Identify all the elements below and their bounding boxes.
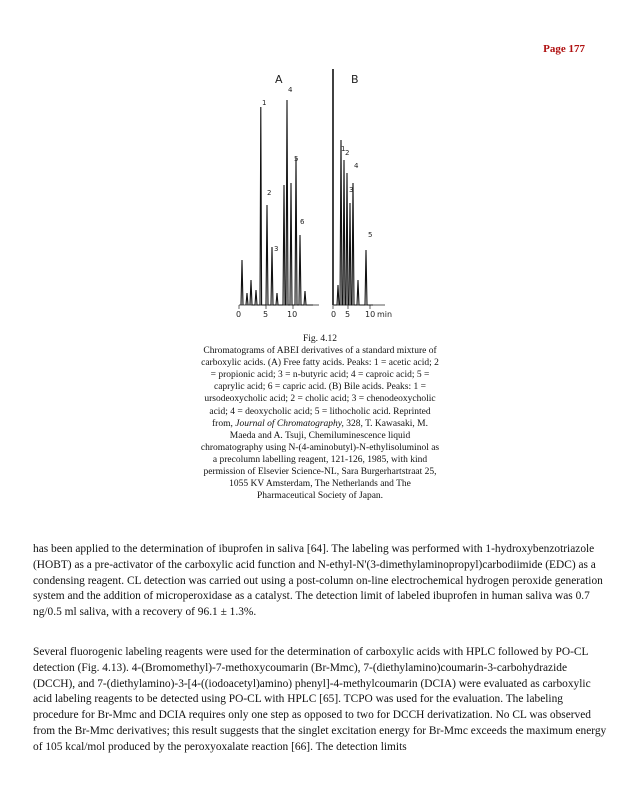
panel-a-tick-label-5: 5 bbox=[263, 310, 269, 319]
panel-a-label: A bbox=[275, 73, 283, 86]
body-paragraph-1: has been applied to the determination of ibuprofen in saliva [64]. The labeling was performed with 1-hydroxybenzotriazole (HOBT) as a pre-activator of the carboxylic acid function and N-ethyl-N'(3-dimethylaminopropyl)carbodiimide (EDC) as a condensing reagent. CL detection was carried out using a post-column on-line electrochemical hydrogen peroxide generation system and the addition of microperoxidase as a catalyst. The detection limit of labeled ibuprofen in human saliva was 0.7 ng/0.5 ml saliva, with a recovery of 96.1 ± 1.3%. bbox=[33, 543, 603, 619]
panel-b-peak-5: 5 bbox=[368, 231, 373, 239]
panel-b-peak-1: 1 bbox=[341, 145, 346, 153]
panel-b-tick-label-0: 0 bbox=[331, 310, 337, 319]
body-paragraph-2: Several fluorogenic labeling reagents were used for the determination of carboxylic acids with HPLC followed by PO-CL detection (Fig. 4.13). 4-(Bromomethyl)-7-methoxycoumarin (Br-Mmc), 7-(diethylamino)coumarin-3-carbohydrazide (DCCH), and 7-(diethylamino)-3-[4-((iodoacetyl)amino) phenyl]-4-methylcoumarin (DCIA) were evaluated as carboxylic acid labeling reagents to be detected using PO-CL with HPLC [65]. TCPO was used for the evaluation. The labeling procedure for Br-Mmc and DCIA requires only one step as opposed to two for DCCH derivatization. No CL was observed from the Br-Mmc derivatives; this result suggests that the singlet excitation energy for Br-Mmc exceeds the maximum energy of 105 kcal/mol produced by the peroxyoxalate reaction [66]. The detection limits bbox=[33, 646, 607, 753]
panel-b-peak-2: 2 bbox=[345, 149, 350, 157]
panel-b-axis-unit: min bbox=[377, 310, 393, 319]
panel-a-tick-label-0: 0 bbox=[236, 310, 242, 319]
panel-b-tick-label-5: 5 bbox=[345, 310, 351, 319]
chromatogram-svg bbox=[233, 65, 393, 327]
page-number: Page 177 bbox=[543, 43, 585, 55]
panel-a-trace bbox=[241, 100, 313, 305]
panel-a-peak-6: 6 bbox=[300, 218, 305, 226]
panel-b-label: B bbox=[351, 73, 359, 86]
caption-journal: Journal of Chromatography, bbox=[235, 418, 344, 429]
figure-caption-text bbox=[200, 345, 440, 502]
caption-body: Chromatograms of ABEI derivatives of a standard mixture of carboxylic acids. (A) Free fatty acids. Peaks: 1 = acetic acid; 2 = propionic acid; 3 = n-butyric acid; 4 = caproic acid; 5 = caprylic acid; 6 = capric acid. (B) Bile acids. Peaks: 1 = ursodeoxycholic acid; 2 = cholic acid; 3 = chenodeoxycholic acid; 4 = deoxycholic acid; 5 = lithocholic acid. Reprinted from, bbox=[201, 346, 439, 429]
figure-number: Fig. 4.12 bbox=[302, 334, 338, 344]
chromatogram-figure bbox=[233, 65, 393, 327]
panel-a-peak-3: 3 bbox=[274, 245, 279, 253]
caption-citation: 328, T. Kawasaki, M. Maeda and A. Tsuji, Chemiluminescence liquid chromatography using N-(4-aminobutyl)-N-ethylisoluminol as a precolumn labelling reagent, 121-126, 1985, with kind permission of Elsevier Science-NL, Sara Burgerhartstraat 25, 1055 KV Amsterdam, The Netherlands and The Pharmaceutical Society of Japan. bbox=[200, 418, 440, 502]
panel-a-tick-label-10: 10 bbox=[287, 310, 298, 319]
panel-a-peak-4: 4 bbox=[288, 86, 293, 94]
panel-b-peak-4: 4 bbox=[354, 162, 359, 170]
panel-b-peak-3: 3 bbox=[349, 186, 354, 194]
panel-a-peak-1: 1 bbox=[262, 99, 267, 107]
figure-caption bbox=[200, 333, 440, 502]
panel-b-tick-label-10: 10 bbox=[365, 310, 376, 319]
panel-a-peak-2: 2 bbox=[267, 189, 272, 197]
panel-a-peak-5: 5 bbox=[294, 155, 299, 163]
